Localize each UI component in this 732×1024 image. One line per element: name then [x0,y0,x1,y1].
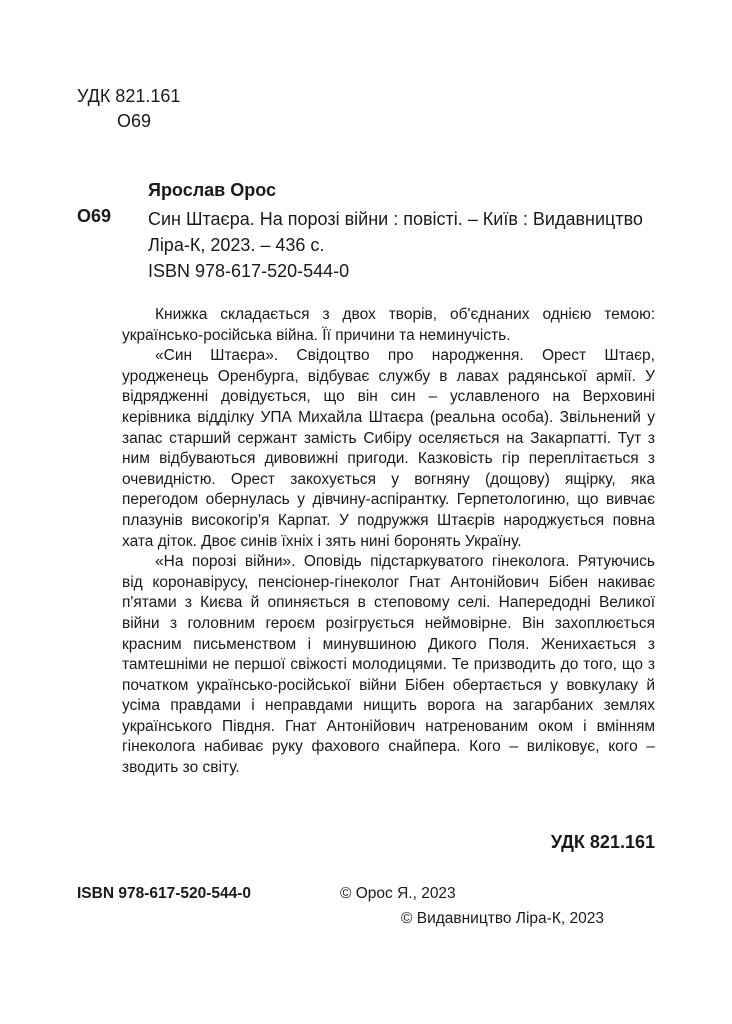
annotation [122,305,655,779]
udk-code: УДК 821.161 [77,86,181,106]
annotation-paragraph-na-porozi-viiny: «На порозі війни». Оповідь підстаркуватого гінеколога. Рятуючись від коронавірусу, пенсіонер-гінеколог Гнат Антонійович Бібен накиває п'ятами з Києва й опиняється в степовому селі. Напередодні Великої війни з головним героєм розігрується неймовірне. Він захоплюється красним письменством і минувшиною Дикого Поля. Женихається з тамтешніми не першої свіжості молодицями. Те призводить до того, що з початком українсько-російської війни Бібен обертається у вовкулаку й усіма правдами і неправдами нищить ворога на загарбаних землях українського Півдня. Гнат Антонійович натренованим оком і вмінням гінеколога набиває руку фахового снайпера. Кого – виліковує, кого – зводить зо світу. [122,553,655,777]
annotation-paragraph-syn-shtaiera: «Син Штаєра». Свідоцтво про народження. Орест Штаєр, уродженець Оренбурга, відбуває службу в лавах радянської армії. У відрядженні довідується, що він син – уславленого на Верховині керівника відділку УПА Михайла Штаєра (реальна особа). Звільнений у запас старший сержант замість Сибіру оселяється на Закарпатті. Тут з ним відбуваються дивовижні пригоди. Казковість гір переплітається з очевидністю. Орест закохується у вогняну (дощову) ящірку, яка перегодом обернулась у дівчину-аспірантку. Герпетологиню, що вивчає плазунів високогір'я Карпат. У подружжя Штаєрів народжується повна хата діток. Двоє синів їхніх і зять нині боронять Україну. [122,347,655,550]
copyright-publisher: © Видавництво Ліра-К, 2023 [401,910,604,927]
catalog-record [148,206,656,284]
catalog-title-line: Син Штаєра. На порозі війни : повісті. – Київ : Видавництво [148,209,643,229]
author-mark-left: О69 [77,206,112,226]
author-name: Ярослав Орос [148,180,276,200]
catalog-publisher-line: Ліра-К, 2023. – 436 с. [148,235,325,255]
copyright-author: © Орос Я., 2023 [340,885,456,902]
isbn-bottom: ISBN 978-617-520-544-0 [77,885,252,902]
annotation-paragraph-intro: Книжка складається з двох творів, об'єднаних однією темою: українсько-російська війна. Її причини та неминучість. [122,306,655,344]
udk-bottom: УДК 821.161 [550,832,655,852]
catalog-isbn: ISBN 978-617-520-544-0 [148,261,350,281]
author-mark: О69 [117,111,152,131]
